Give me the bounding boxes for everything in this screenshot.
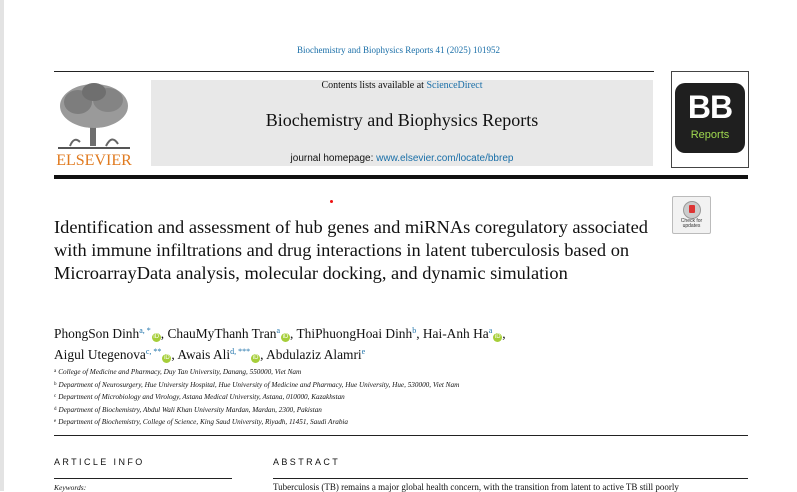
orcid-icon[interactable]: iD (282, 334, 289, 340)
affiliation-text: College of Medicine and Pharmacy, Duy Tan University, Danang, 550000, Viet Nam (58, 368, 302, 376)
banner-thick-rule (54, 175, 748, 179)
affiliation-item (54, 416, 734, 429)
author-name[interactable]: Awais Ali (177, 347, 231, 362)
article-info-rule (54, 478, 232, 479)
author-name[interactable]: Hai-Anh Ha (422, 326, 489, 341)
homepage-prefix: journal homepage: (290, 153, 377, 164)
page-edge (0, 0, 4, 491)
check-updates-line1: Check for (680, 218, 703, 224)
affiliation-label: c (54, 394, 57, 399)
article-info-heading: ARTICLE INFO (54, 457, 145, 467)
author-affiliation-marker[interactable]: e (361, 347, 366, 356)
affiliation-text: Department of Neurosurgery, Hue University Hospital, Hue University of Medicine and Pharmacy, Hue University, Hue, 530000, Viet Nam (58, 380, 460, 389)
affiliation-item (54, 366, 734, 379)
abstract-rule (273, 478, 748, 479)
author-affiliation-marker[interactable]: a (276, 326, 281, 335)
check-updates-label (673, 219, 710, 229)
sciencedirect-link[interactable]: ScienceDirect (426, 80, 483, 91)
affiliation-list (54, 366, 734, 429)
contents-prefix: Contents lists available at (321, 80, 427, 91)
section-rule (54, 435, 748, 436)
citation-link[interactable]: Biochemistry and Biophysics Reports 41 (2025) 101952 (297, 45, 500, 55)
author-name[interactable]: ChauMyThanh Tran (167, 326, 277, 341)
orcid-icon[interactable]: iD (494, 334, 501, 340)
author-name[interactable]: Abdulaziz Alamri (266, 347, 362, 362)
journal-title: Biochemistry and Biophysics Reports (265, 110, 539, 130)
author-affiliation-marker[interactable]: b (412, 326, 417, 335)
author-affiliation-marker[interactable]: a (488, 326, 493, 335)
author-list: PhongSon Dinh$^{a, *}$iD , ChauMyThanh Tran$^a$iD , ThiPhuongHoai Dinh$^b$, Hai-Anh Ha$^a$iD , Aigul Utegenova$^{c, **}$iD , Awais Ali$^{d, ***}$iD , Abdulaziz Alamri$^e$ (54, 326, 506, 362)
orcid-icon[interactable]: iD (153, 334, 160, 340)
abstract-text: Tuberculosis (TB) remains a major global health concern, with the transition from latent to active TB still poorly (273, 482, 679, 492)
affiliation-item (54, 379, 734, 392)
affiliation-label: e (54, 419, 57, 424)
cover-bb-text: BB (687, 89, 733, 125)
author-affiliation-marker[interactable]: a, * (139, 326, 151, 335)
journal-banner (151, 80, 653, 166)
author-affiliation-marker[interactable]: d, *** (230, 347, 251, 356)
affiliation-text: Department of Biochemistry, College of Science, King Saud University, Riyadh, 11451, Saudi Arabia (58, 418, 349, 426)
affiliation-label: b (54, 381, 57, 387)
header-rule (54, 71, 654, 72)
journal-cover[interactable] (671, 71, 749, 168)
author-affiliation-marker[interactable]: c, ** (145, 347, 162, 356)
affiliation-label: d (54, 406, 57, 412)
author-name[interactable]: ThiPhuongHoai Dinh (296, 326, 413, 341)
keywords-label: Keywords: (54, 483, 87, 492)
journal-citation (0, 45, 797, 55)
cover-badge (675, 83, 745, 153)
author-name[interactable]: Aigul Utegenova (54, 347, 146, 362)
affiliation-text: Department of Biochemistry, Abdul Wali Khan University Mardan, Mardan, 2300, Pakistan (58, 405, 322, 414)
orcid-icon[interactable]: iD (164, 355, 170, 361)
affiliation-item (54, 391, 734, 404)
cover-reports-text: Reports (690, 129, 730, 141)
affiliation-text: Department of Microbiology and Virology, Astana Medical University, Astana, 010000, Kazakhstan (58, 393, 345, 401)
check-updates-line2: updates (682, 223, 701, 229)
abstract-heading: ABSTRACT (273, 457, 341, 467)
homepage-link[interactable]: www.elsevier.com/locate/bbrep (376, 153, 514, 164)
check-for-updates-button[interactable] (672, 196, 711, 234)
affiliation-label: a (54, 369, 57, 374)
bookmark-icon (689, 205, 695, 213)
article-title: Identification and assessment of hub genes and miRNAs coregulatory associated with immune infiltrations and drug interactions in latent tuberculosis based on MicroarrayData analysis, molecular docking, and dynamic simulation (54, 217, 648, 283)
elsevier-wordmark: ELSEVIER (56, 152, 132, 169)
homepage-line (151, 153, 653, 164)
contents-line (151, 80, 653, 91)
orcid-icon[interactable]: iD (252, 355, 259, 361)
author-name[interactable]: PhongSon Dinh (54, 326, 140, 341)
affiliation-item (54, 404, 734, 417)
red-dot-marker (330, 200, 333, 203)
check-updates-icon (683, 201, 701, 219)
